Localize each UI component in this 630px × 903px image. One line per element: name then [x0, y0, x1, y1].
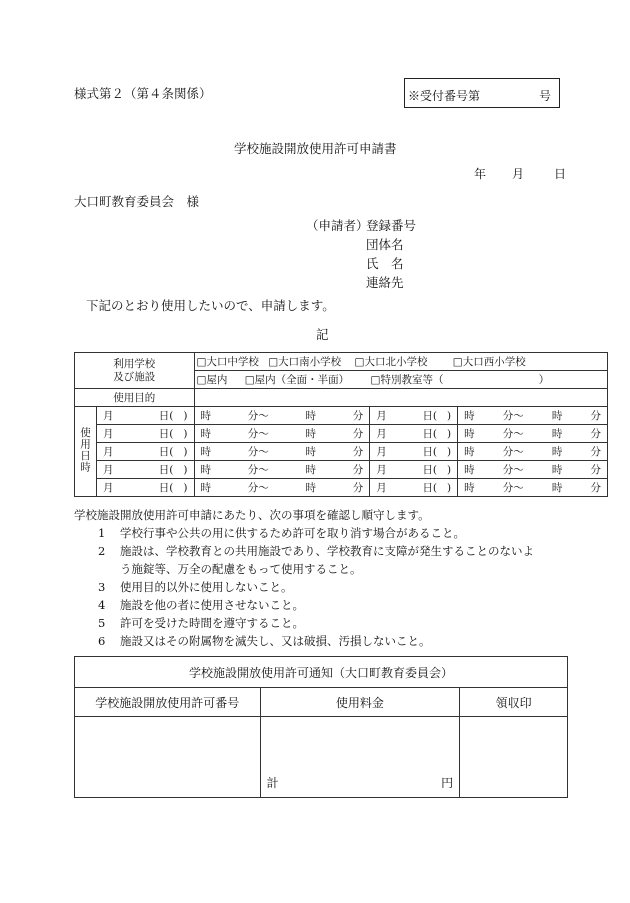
facility-options — [194, 371, 608, 389]
facility-checkbox[interactable]: □屋内（全面・半面） — [244, 374, 350, 386]
purpose-input[interactable] — [194, 389, 608, 407]
time-cell[interactable]: 時 分～ 時 分 — [194, 407, 370, 425]
notice-col-stamp: 領収印 — [460, 688, 568, 717]
date-cell[interactable]: 月 日( ) — [370, 407, 458, 425]
time-cell[interactable]: 時 分～ 時 分 — [458, 407, 608, 425]
date-cell[interactable]: 月 日( ) — [96, 443, 194, 461]
school-options — [194, 353, 608, 371]
datetime-row — [75, 461, 608, 479]
rule-item: 2 施設は、学校教育との共用施設であり、学校教育に支障が発生することのないよ — [98, 544, 534, 558]
rule-item: 5 許可を受けた時間を遵守すること。 — [98, 616, 304, 630]
applicant-field: 氏 名 — [366, 256, 404, 271]
notice-col-fee: 使用料金 — [260, 688, 460, 717]
facility-checkbox[interactable]: □屋内 — [196, 374, 228, 386]
rule-item: 6 施設又はその附属物を滅失し、又は破損、汚損しないこと。 — [98, 634, 431, 648]
school-checkbox[interactable]: □大口西小学校 — [452, 356, 526, 368]
date-cell[interactable]: 月 日( ) — [370, 479, 458, 497]
school-checkbox[interactable]: □大口北小学校 — [354, 356, 428, 368]
time-cell[interactable]: 時 分～ 時 分 — [194, 425, 370, 443]
school-label: 利用学校 及び施設 — [75, 353, 195, 389]
permit-notice-table — [74, 656, 568, 798]
ki-heading: 記 — [316, 327, 329, 342]
time-cell[interactable]: 時 分～ 時 分 — [458, 443, 608, 461]
applicant-field: 連絡先 — [366, 275, 404, 290]
date-year: 年 — [474, 167, 487, 181]
date-cell[interactable]: 月 日( ) — [96, 479, 194, 497]
intro-text: 下記のとおり使用したいので、申請します。 — [86, 298, 335, 313]
datetime-row — [75, 443, 608, 461]
notice-title: 学校施設開放使用許可通知（大口町教育委員会） — [75, 657, 568, 688]
notice-col-permit-no: 学校施設開放使用許可番号 — [75, 688, 261, 717]
rule-item: 4 施設を他の者に使用させないこと。 — [98, 598, 304, 612]
receipt-prefix: ※受付番号第 — [408, 89, 481, 103]
time-cell[interactable]: 時 分～ 時 分 — [458, 461, 608, 479]
date-month: 月 — [512, 167, 525, 181]
time-cell[interactable]: 時 分～ 時 分 — [194, 479, 370, 497]
applicant-fields — [366, 216, 416, 292]
date-cell[interactable]: 月 日( ) — [370, 443, 458, 461]
time-cell[interactable]: 時 分～ 時 分 — [194, 461, 370, 479]
date-cell[interactable]: 月 日( ) — [96, 407, 194, 425]
time-cell[interactable]: 時 分～ 時 分 — [458, 425, 608, 443]
school-checkbox[interactable]: □大口中学校 — [196, 356, 259, 368]
datetime-label: 使用日時 — [75, 407, 97, 497]
receipt-number-box — [404, 78, 560, 108]
form-number: 様式第２（第４条関係） — [74, 86, 212, 101]
facility-paren-close: ） — [538, 374, 550, 386]
purpose-label: 使用目的 — [75, 389, 195, 407]
date-cell[interactable]: 月 日( ) — [370, 461, 458, 479]
date-day: 日 — [554, 167, 567, 181]
date-cell[interactable]: 月 日( ) — [96, 425, 194, 443]
date-cell[interactable]: 月 日( ) — [370, 425, 458, 443]
datetime-row — [75, 425, 608, 443]
permit-no-cell[interactable] — [75, 717, 261, 798]
receipt-suffix: 号 — [538, 89, 551, 103]
fee-yen-label: 円 — [441, 776, 454, 790]
date-line — [470, 165, 580, 181]
time-cell[interactable]: 時 分～ 時 分 — [458, 479, 608, 497]
datetime-row — [75, 407, 608, 425]
time-cell[interactable]: 時 分～ 時 分 — [194, 443, 370, 461]
addressee: 大口町教育委員会 様 — [74, 194, 200, 209]
rule-item: 3 使用目的以外に使用しないこと。 — [98, 580, 293, 594]
fee-total-label: 計 — [266, 776, 279, 790]
date-cell[interactable]: 月 日( ) — [96, 461, 194, 479]
rule-item: う施錠等、万全の配慮をもって使用すること。 — [120, 562, 362, 576]
rules-intro: 学校施設開放使用許可申請にあたり、次の事項を確認し順守します。 — [74, 508, 430, 522]
datetime-row — [75, 479, 608, 497]
stamp-cell[interactable] — [460, 717, 568, 798]
fee-cell[interactable] — [260, 717, 460, 798]
application-table — [74, 352, 608, 497]
rules-section — [74, 506, 534, 650]
applicant-field: 登録番号 — [366, 218, 417, 233]
facility-checkbox[interactable]: □特別教室等（ — [370, 374, 444, 386]
applicant-label: （申請者） — [306, 218, 369, 233]
applicant-field: 団体名 — [366, 237, 404, 252]
page-title: 学校施設開放使用許可申請書 — [234, 141, 397, 156]
rule-item: 1 学校行事や公共の用に供するため許可を取り消す場合があること。 — [98, 526, 465, 540]
school-checkbox[interactable]: □大口南小学校 — [268, 356, 342, 368]
